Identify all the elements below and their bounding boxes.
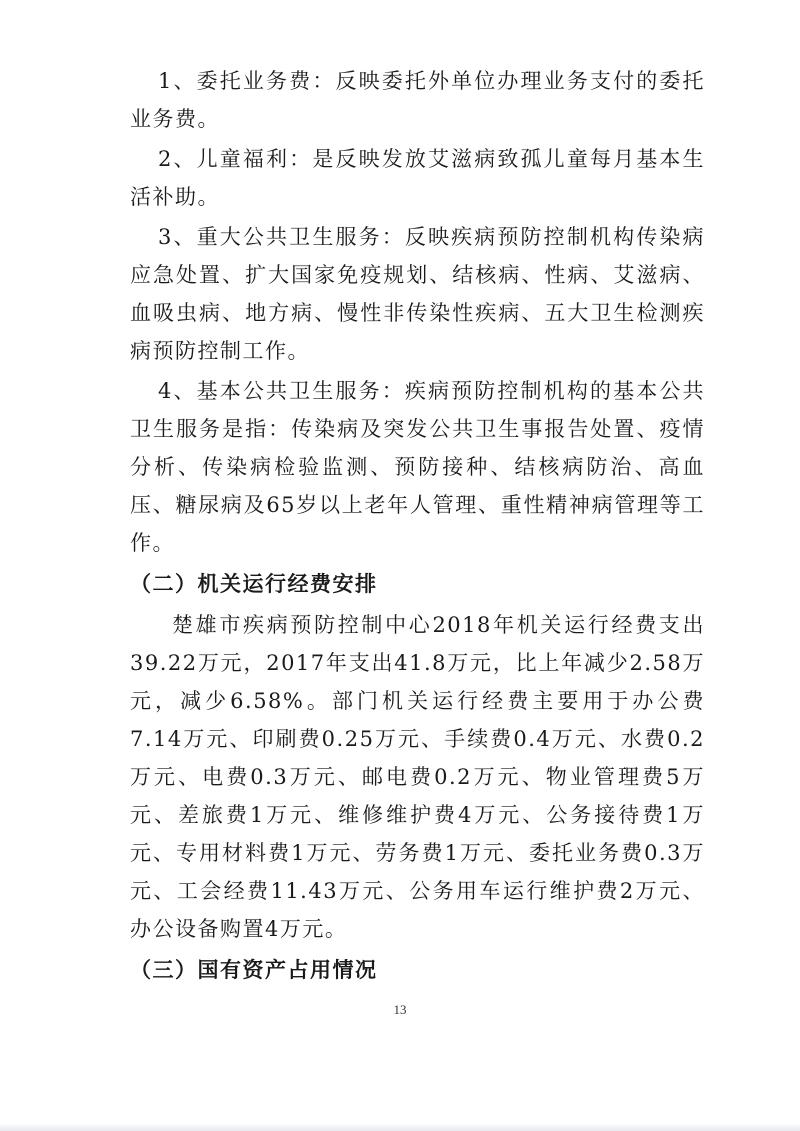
item-entrusted-business-fee: 1、委托业务费：反映委托外单位办理业务支付的委托业务费。 [130, 69, 705, 131]
page-number: 13 [393, 1002, 407, 1017]
section-heading-state-assets: （三）国有资产占用情况 [130, 957, 378, 982]
item-major-public-health-service: 3、重大公共卫生服务：反映疾病预防控制机构传染病应急处置、扩大国家免疫规划、结核病、性病、艾滋病、血吸虫病、地方病、慢性非传染性疾病、五大卫生检测疾病预防控制工作。 [130, 225, 705, 363]
item-basic-public-health-service: 4、基本公共卫生服务：疾病预防控制机构的基本公共卫生服务是指：传染病及突发公共卫生事报告处置、疫情分析、传染病检验监测、预防接种、结核病防治、高血压、糖尿病及65岁以上老年人管理、重性精神病管理等工作。 [130, 379, 705, 555]
page-content [130, 62, 705, 990]
section-heading-operating-expenses: （二）机关运行经费安排 [130, 571, 378, 596]
item-child-welfare: 2、儿童福利：是反映发放艾滋病致孤儿童每月基本生活补助。 [130, 147, 705, 209]
operating-expenses-paragraph: 楚雄市疾病预防控制中心2018年机关运行经费支出39.22万元，2017年支出41.8万元，比上年减少2.58万元，减少6.58%。部门机关运行经费主要用于办公费7.14万元、印刷费0.25万元、手续费0.4万元、水费0.2万元、电费0.3万元、邮电费0.2万元、物业管理费5万元、差旅费1万元、维修维护费4万元、公务接待费1万元、专用材料费1万元、劳务费1万元、委托业务费0.3万元、工会经费11.43万元、公务用车运行维护费2万元、办公设备购置4万元。 [130, 613, 705, 941]
scan-edge-decoration [0, 1123, 800, 1131]
